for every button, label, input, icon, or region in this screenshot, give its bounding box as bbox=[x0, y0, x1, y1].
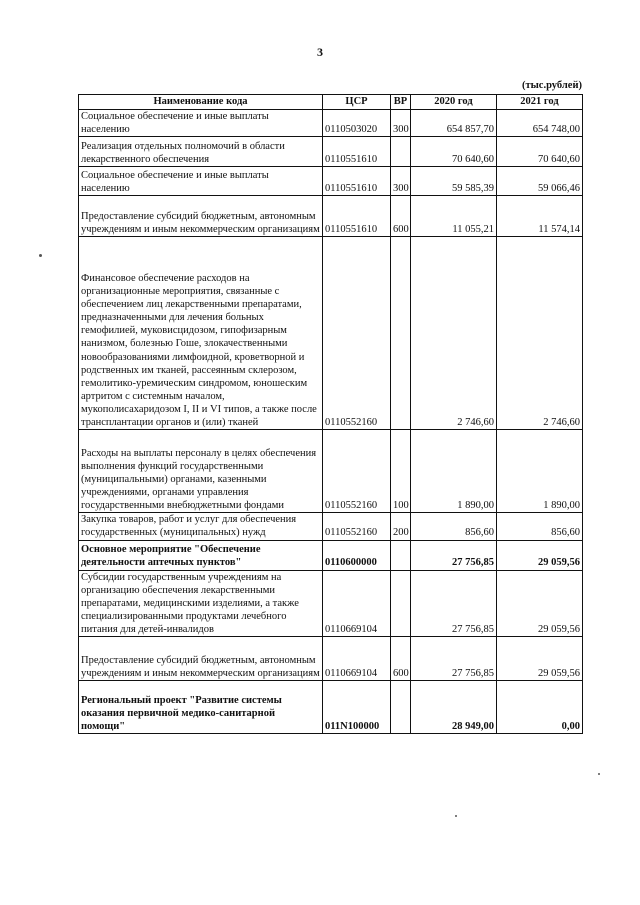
budget-table bbox=[78, 94, 583, 734]
page-number: 3 bbox=[317, 45, 323, 59]
row-csr: 0110552160 bbox=[323, 430, 391, 513]
row-vr: 300 bbox=[391, 167, 411, 196]
row-value-2020: 27 756,85 bbox=[411, 637, 497, 681]
row-vr: 100 bbox=[391, 430, 411, 513]
row-csr: 0110551610 bbox=[323, 167, 391, 196]
row-csr: 0110552160 bbox=[323, 513, 391, 540]
units-label: (тыс.рублей) bbox=[521, 80, 582, 91]
scan-speck bbox=[455, 815, 457, 817]
row-name: Реализация отдельных полномочий в области лекарственного обеспечения bbox=[79, 137, 323, 167]
row-value-2021: 856,60 bbox=[497, 513, 583, 540]
row-name: Закупка товаров, работ и услуг для обеспечения государственных (муниципальных) нужд bbox=[79, 513, 323, 540]
row-value-2020: 27 756,85 bbox=[411, 570, 497, 637]
row-value-2021: 1 890,00 bbox=[497, 430, 583, 513]
table-row bbox=[79, 570, 583, 637]
row-name: Основное мероприятие "Обеспечение деятельности аптечных пунктов" bbox=[79, 540, 323, 570]
header-name: Наименование кода bbox=[79, 95, 323, 110]
row-name: Предоставление субсидий бюджетным, автономным учреждениям и иным некоммерческим организациям bbox=[79, 196, 323, 237]
row-csr: 0110552160 bbox=[323, 237, 391, 430]
row-name: Социальное обеспечение и иные выплаты населению bbox=[79, 110, 323, 137]
row-value-2021: 70 640,60 bbox=[497, 137, 583, 167]
row-value-2020: 27 756,85 bbox=[411, 540, 497, 570]
row-value-2020: 59 585,39 bbox=[411, 167, 497, 196]
row-value-2021: 654 748,00 bbox=[497, 110, 583, 137]
row-name: Финансовое обеспечение расходов на организационные мероприятия, связанные с обеспечением лиц лекарственными препаратами, предназначенными для лечения больных гемофилией, муковисцидозом, гипофизарным нанизмом, болезнью Гоше, злокачественными новообразованиями лимфоидной, кроветворной и родственных им тканей, рассеянным склерозом, гемолитико-уремическим синдромом, юношеским артритом с системным началом, мукополисахаридозом I, II и VI типов, а также после трансплантации органов и (или) тканей bbox=[79, 237, 323, 430]
row-value-2020: 856,60 bbox=[411, 513, 497, 540]
row-csr: 011N100000 bbox=[323, 681, 391, 734]
row-vr bbox=[391, 137, 411, 167]
row-vr: 600 bbox=[391, 637, 411, 681]
table-row bbox=[79, 137, 583, 167]
row-value-2020: 2 746,60 bbox=[411, 237, 497, 430]
row-vr bbox=[391, 570, 411, 637]
table-header-row bbox=[79, 95, 583, 110]
table-row bbox=[79, 513, 583, 540]
scan-speck bbox=[39, 254, 42, 257]
row-name: Расходы на выплаты персоналу в целях обеспечения выполнения функций государственными (муниципальными) органами, казенными учреждениями, органами управления государственными внебюджетными фондами bbox=[79, 430, 323, 513]
row-value-2020: 654 857,70 bbox=[411, 110, 497, 137]
header-2021: 2021 год bbox=[497, 95, 583, 110]
row-vr bbox=[391, 237, 411, 430]
row-csr: 0110600000 bbox=[323, 540, 391, 570]
table-row bbox=[79, 637, 583, 681]
table-row bbox=[79, 430, 583, 513]
header-csr: ЦСР bbox=[323, 95, 391, 110]
row-name: Субсидии государственным учреждениям на организацию обеспечения лекарственными препаратами, медицинскими изделиями, а также специализированными продуктами лечебного питания для детей-инвалидов bbox=[79, 570, 323, 637]
header-2020: 2020 год bbox=[411, 95, 497, 110]
row-vr: 300 bbox=[391, 110, 411, 137]
row-value-2021: 29 059,56 bbox=[497, 570, 583, 637]
table-row bbox=[79, 196, 583, 237]
row-value-2020: 1 890,00 bbox=[411, 430, 497, 513]
row-vr bbox=[391, 681, 411, 734]
row-vr bbox=[391, 540, 411, 570]
table-row bbox=[79, 237, 583, 430]
row-name: Предоставление субсидий бюджетным, автономным учреждениям и иным некоммерческим организациям bbox=[79, 637, 323, 681]
row-value-2021: 59 066,46 bbox=[497, 167, 583, 196]
table-row bbox=[79, 167, 583, 196]
row-csr: 0110551610 bbox=[323, 196, 391, 237]
table-row bbox=[79, 540, 583, 570]
row-name: Социальное обеспечение и иные выплаты населению bbox=[79, 167, 323, 196]
row-csr: 0110669104 bbox=[323, 637, 391, 681]
row-value-2021: 29 059,56 bbox=[497, 637, 583, 681]
row-vr: 200 bbox=[391, 513, 411, 540]
row-value-2020: 70 640,60 bbox=[411, 137, 497, 167]
row-value-2021: 0,00 bbox=[497, 681, 583, 734]
row-value-2020: 28 949,00 bbox=[411, 681, 497, 734]
row-name: Региональный проект "Развитие системы оказания первичной медико-санитарной помощи" bbox=[79, 681, 323, 734]
scan-speck bbox=[598, 773, 600, 775]
row-vr: 600 bbox=[391, 196, 411, 237]
row-csr: 0110503020 bbox=[323, 110, 391, 137]
table-row bbox=[79, 110, 583, 137]
row-value-2021: 2 746,60 bbox=[497, 237, 583, 430]
row-value-2021: 11 574,14 bbox=[497, 196, 583, 237]
row-csr: 0110551610 bbox=[323, 137, 391, 167]
row-csr: 0110669104 bbox=[323, 570, 391, 637]
header-vr: ВР bbox=[391, 95, 411, 110]
row-value-2021: 29 059,56 bbox=[497, 540, 583, 570]
row-value-2020: 11 055,21 bbox=[411, 196, 497, 237]
table-row bbox=[79, 681, 583, 734]
